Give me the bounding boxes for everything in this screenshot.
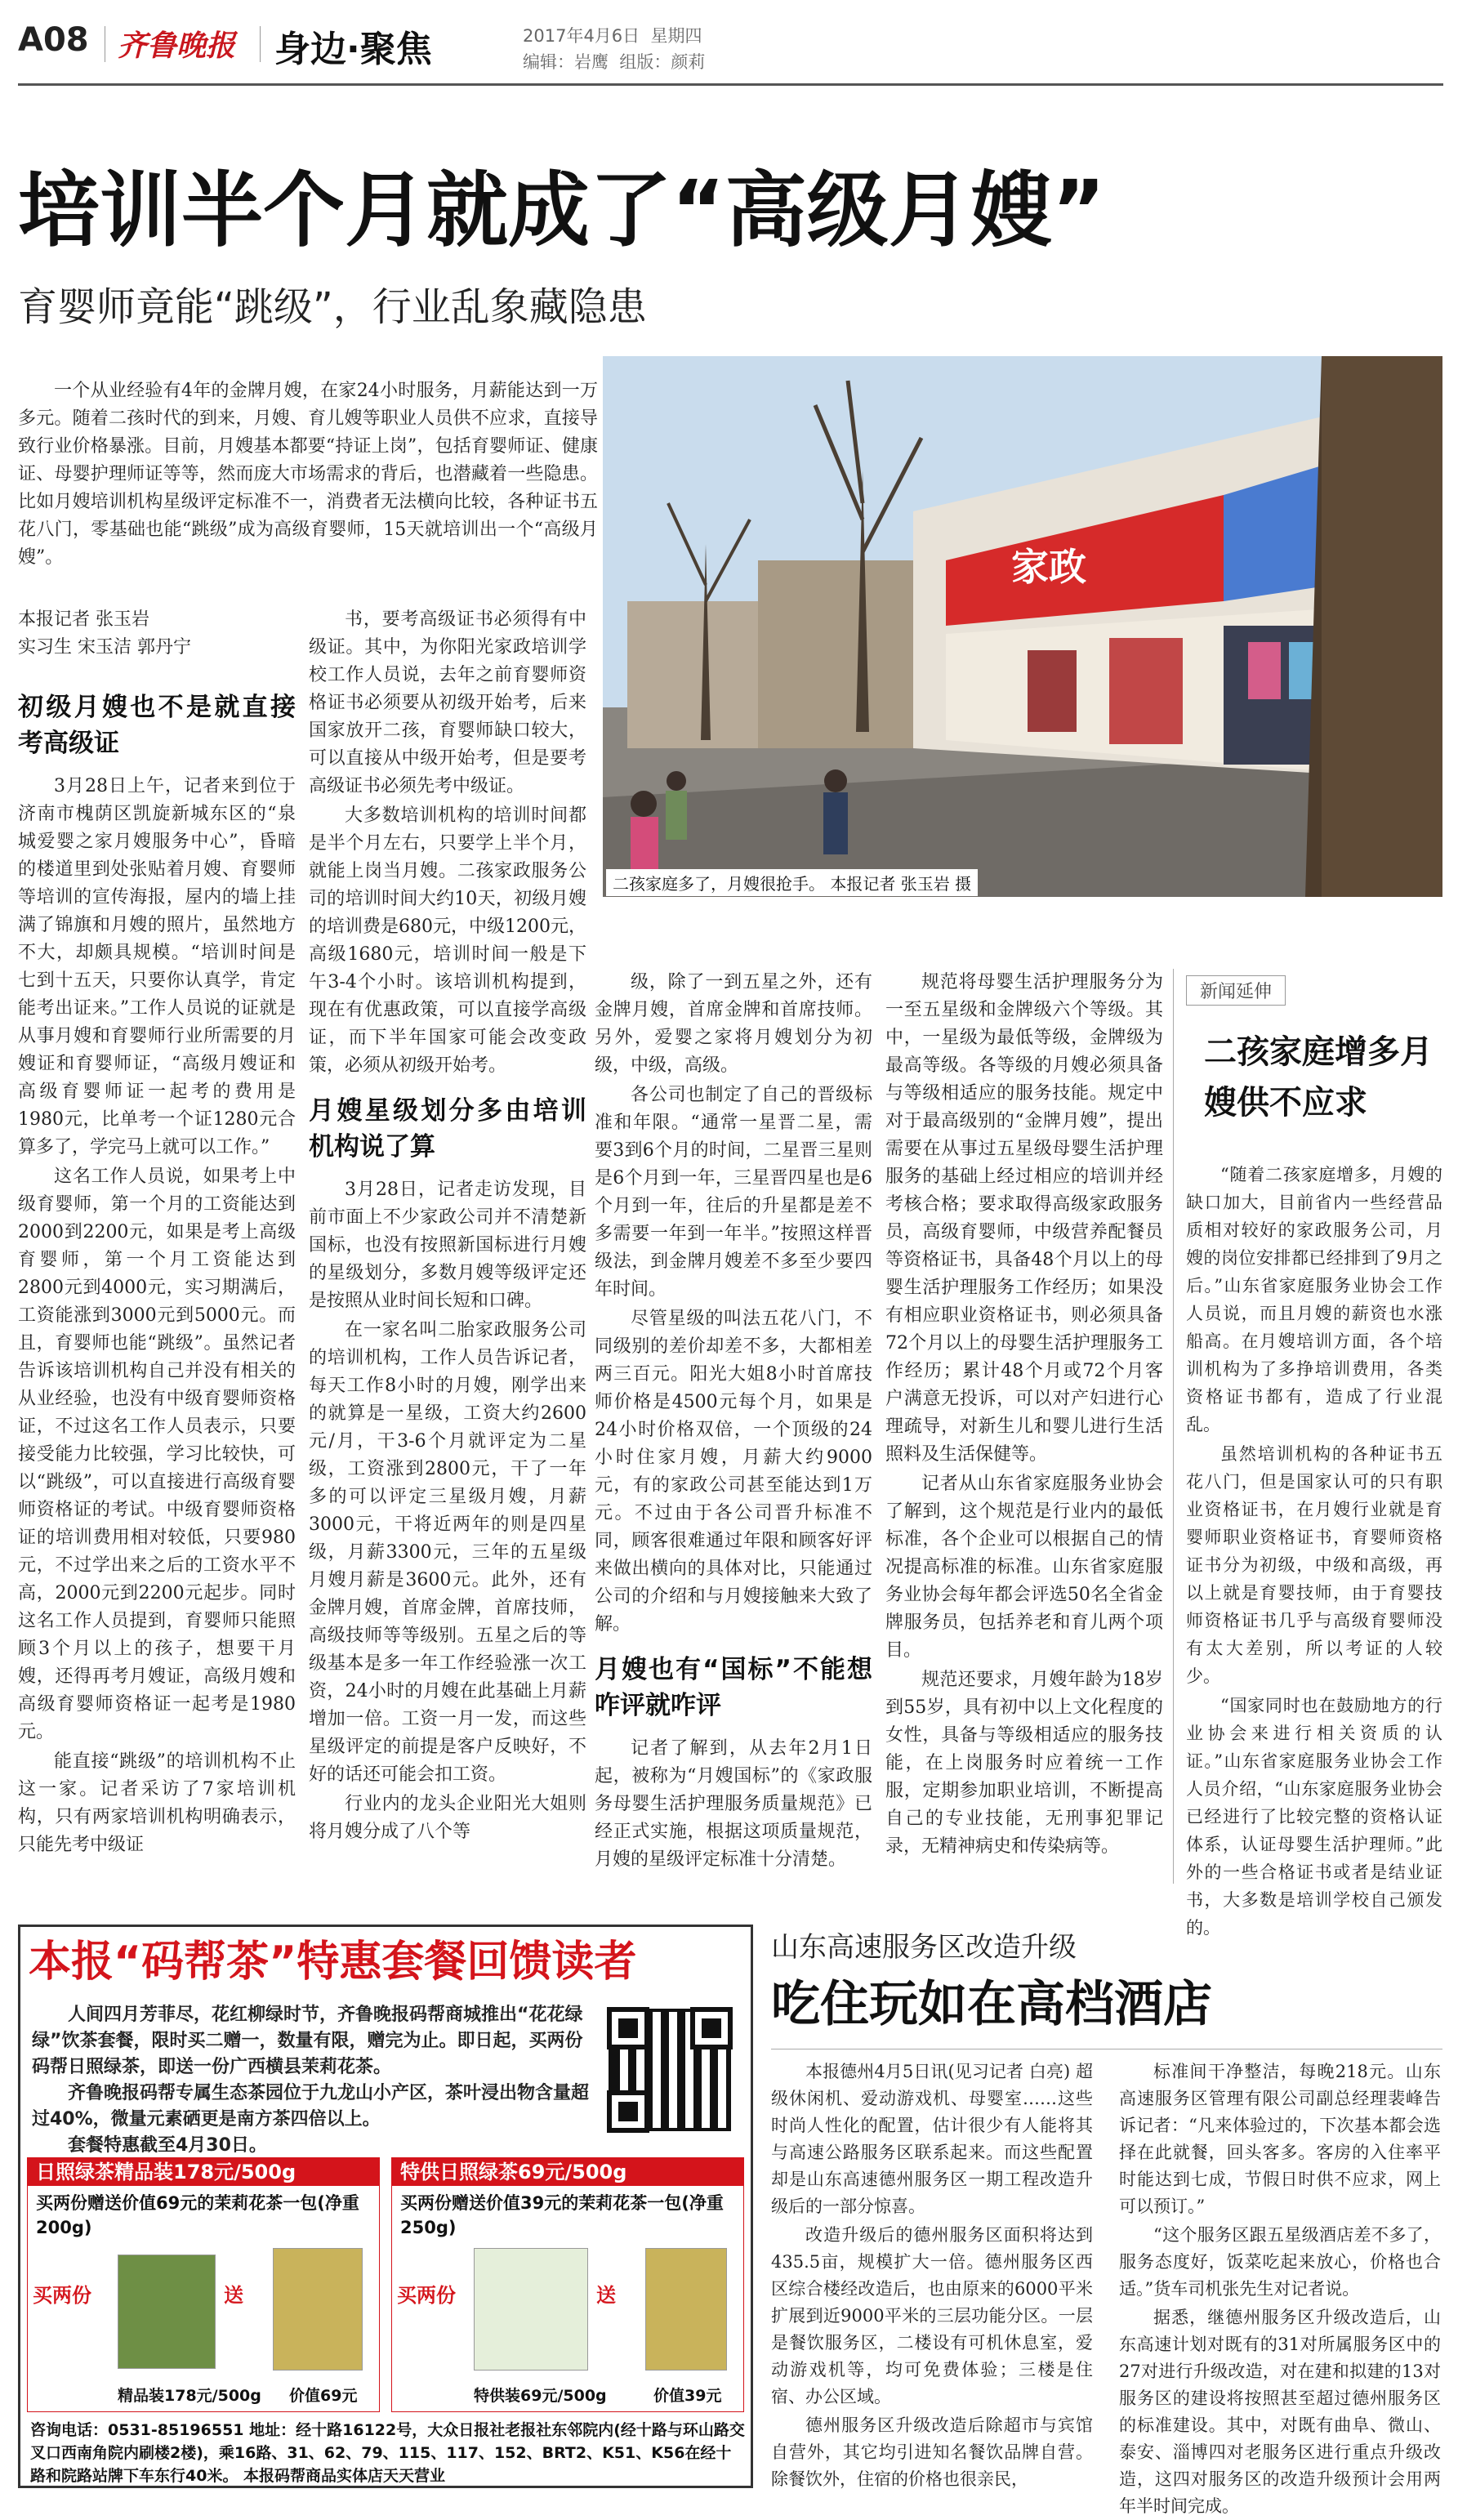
col3-para: 记者了解到，从去年2月1日起，被称为“月嫂国标”的《家政服务母婴生活护理服务质量规范》已经正式实施，根据这项质量规范，月嫂的星级评定标准十分清楚。	[595, 1738, 872, 1870]
ad-contact: 咨询电话：0531-85196551 地址：经十路16122号，大众日报社老报社东邻院内(经十路与环山路交叉口西南角院内刷楼2楼)，乘16路、31、62、79、115、117、152、BRT2、K51、K56在经十路和院路站牌下车东行40米。 本报码帮商品实体店天天营业	[30, 2421, 745, 2485]
news2-column-2	[1119, 2058, 1441, 2516]
page-number: A08	[18, 21, 89, 59]
product-left-gift-value: 价值69元	[289, 2387, 358, 2405]
news2-para: 标准间干净整洁，每晚218元。山东高速服务区管理有限公司副总经理裴峰告诉记者：“凡来体验过的，下次基本都会选择在此就餐，回头客多。客房的入住率平时能达到七成，节假日时供不应求，网上可以预订。”	[1119, 2062, 1441, 2216]
tea-box-image	[118, 2255, 216, 2369]
ad-title: 本报“码帮茶”特惠套餐回馈读者	[29, 1938, 637, 1987]
col3-para: 各公司也制定了自己的晋级标准和年限。“通常一星晋二星，需要3到6个月的时间，二星晋三星则是6个月到一年，三星晋四星也是6个月到一年，往后的升星都是差不多需要一年到一年半。”按照这样晋级法，到金牌月嫂差不多至少要四年时间。	[595, 1085, 872, 1300]
col1-subheading: 初级月嫂也不是就直接考高级证	[18, 693, 296, 758]
lead-paragraph	[18, 377, 598, 573]
article-column-2	[309, 606, 586, 1913]
article-column-4	[885, 969, 1163, 1908]
tea-bag-image	[645, 2248, 727, 2371]
col2-para: 书，要考高级证书必须得有中级证。其中，为你阳光家政培训学校工作人员说，去年之前育婴师资格证书必须要从初级开始考，后来国家放开二孩，育婴师缺口较大，可以直接从中级开始考，但是要考高级证书必须先考中级证。	[309, 609, 586, 796]
col3-subheading: 月嫂也有“国标”不能想咋评就咋评	[595, 1655, 872, 1720]
article-column-3	[595, 969, 872, 1908]
col1-para: 能直接“跳级”的培训机构不止这一家。记者采访了7家培训机构，只有两家培训机构明确表示，只能先考中级证	[18, 1751, 296, 1855]
col2-subheading: 月嫂星级划分多由培训机构说了算	[309, 1096, 586, 1162]
sidebar-tag: 新闻延伸	[1186, 975, 1286, 1006]
headline-title: 培训半个月就成了“高级月嫂”	[18, 163, 1106, 258]
sidebar-heading: 二孩家庭增多月嫂供不应求	[1204, 1033, 1433, 1122]
headline-subtitle: 育婴师竟能“跳级”，行业乱象藏隐患	[18, 284, 647, 330]
product-left-price: 精品装178元/500g	[118, 2387, 261, 2405]
tea-advertisement	[18, 1925, 753, 2488]
street-photo	[603, 356, 1442, 897]
product-right-desc: 买两份赠送价值39元的茉莉花茶一包(净重250g)	[400, 2193, 724, 2237]
news2-para: 据悉，继德州服务区升级改造后，山东高速计划对既有的31对所属服务区中的27对进行升级改造，对在建和拟建的13对服务区的建设将按照甚至超过德州服务区的标准建设。其中，对既有曲阜、微山、泰安、淄博四对老服务区进行重点升级改造，这四对服务区的改造升级预计会用两年半时间完成。	[1119, 2308, 1441, 2516]
col3-para: 尽管星级的叫法五花八门，不同级别的差价却差不多，大都相差两三百元。阳光大姐8小时首席技师价格是4500元每个月，如果是24小时价格双倍，一个顶级的24小时住家月嫂，月薪大约9000元，有的家政公司甚至能达到1万元。不过由于各公司晋升标准不同，顾客很难通过年限和顾客好评来做出横向的具体对比，只能通过公司的介绍和与月嫂接触来大致了解。	[595, 1309, 872, 1635]
product-right-price: 特供装69元/500g	[474, 2387, 607, 2405]
byline-reporter: 本报记者 张玉岩	[18, 609, 149, 630]
col4-para: 规范将母婴生活护理服务分为一至五星级和金牌级六个等级。其中，一星级为最低等级，金牌级为最高等级。各等级的月嫂必须具备与等级相适应的服务技能。规定中对于最高级别的“金牌月嫂”，提出需要在从事过五星级母婴生活护理服务的基础上经过相应的培训并经考核合格；要求取得高级家政服务员，高级育婴师，中级营养配餐员等资格证书，具备48个月以上的母婴生活护理服务工作经历；如果没有相应职业资格证书，则必须具备72个月以上的母婴生活护理服务工作经历；累计48个月或72个月客户满意无投诉，可以对产妇进行心理疏导，对新生儿和婴儿进行生活照料及生活保健等。	[885, 972, 1163, 1465]
paper-logo: 齐鲁晚报	[118, 29, 236, 63]
masthead	[18, 11, 1443, 82]
col3-para: 级，除了一到五星之外，还有金牌月嫂，首席金牌和首席技师。另外，爱婴之家将月嫂划分为初级，中级，高级。	[595, 972, 872, 1076]
sidebar	[1186, 969, 1442, 1938]
masthead-rule	[18, 83, 1443, 86]
ad-body-text-2: 齐鲁晚报码帮专属生态茶园位于九龙山小产区，茶叶浸出物含量超过40%，微量元素硒更是南方茶四倍以上。	[32, 2083, 590, 2130]
byline-interns: 实习生 宋玉洁 郭丹宁	[18, 637, 191, 658]
lead-text: 一个从业经验有4年的金牌月嫂，在家24小时服务，月薪能达到一万多元。随着二孩时代的到来，月嫂、育儿嫂等职业人员供不应求，直接导致行业价格暴涨。目前，月嫂基本都要“持证上岗”，包括育婴师证、健康证、母婴护理师证等等，然而庞大市场需求的背后，也潜藏着一些隐患。比如月嫂培训机构星级评定标准不一，消费者无法横向比较，各种证书五花八门，零基础也能“跳级”成为高级育婴师，15天就培训出一个“高级月嫂”。	[18, 381, 598, 568]
photo-caption: 二孩家庭多了，月嫂很抢手。 本报记者 张玉岩 摄	[606, 869, 978, 896]
col4-para: 规范还要求，月嫂年龄为18岁到55岁，具有初中以上文化程度的女性，具备与等级相适应的服务技能，在上岗服务时应着统一工作服，定期参加职业培训，不断提高自己的专业技能，无刑事犯罪记录，无精神病史和传染病等。	[885, 1670, 1163, 1857]
masthead-divider-2	[260, 26, 261, 62]
editor-text: 编辑：岩鹰	[523, 52, 609, 72]
shop-sign-text: 家政	[1011, 545, 1086, 589]
layout-editor-text: 组版：颜莉	[619, 52, 706, 72]
col2-para: 大多数培训机构的培训时间都是半个月左右，只要学上半个月，就能上岗当月嫂。二孩家政服务公司的培训时间大约10天，初级月嫂的培训费是680元，中级1200元，高级1680元，培训时间一般是下午3-4个小时。该培训机构提到，现在有优惠政策，可以直接学高级证，而下半年国家可能会改变政策，必须从初级开始考。	[309, 805, 586, 1076]
buy-two-label: 买两份	[33, 2284, 91, 2307]
news2-column-1	[771, 2058, 1093, 2491]
buy-two-label: 买两份	[397, 2284, 456, 2307]
ad-body-text: 人间四月芳菲尽，花红柳绿时节，齐鲁晚报码帮商城推出“花花绿绿”饮茶套餐，限时买二赠一，数量有限，赠完为止。即日起，买两份码帮日照绿茶，即送一份广西横县茉莉花茶。	[32, 2005, 583, 2077]
product-right[interactable]	[391, 2157, 744, 2412]
issue-date	[523, 23, 702, 47]
sidebar-para: “随着二孩家庭增多，月嫂的缺口加大，目前省内一些经营品质相对较好的家政服务公司，月嫂的岗位安排都已经排到了9月之后。”山东省家庭服务业协会工作人员说，而且月嫂的薪资也水涨船高。在月嫂培训方面，各个培训机构为了多挣培训费用，各类资格证书都有，造成了行业混乱。	[1186, 1165, 1442, 1434]
news2-para: 改造升级后的德州服务区面积将达到435.5亩，规模扩大一倍。德州服务区西区综合楼经改造后，也由原来的6000平米扩展到近9000平米的三层功能分区。一层是餐饮服务区，二楼设有可机休息室，爱动游戏机等，均可免费体验；三楼是住宿、办公区域。	[771, 2225, 1093, 2406]
sidebar-para: “国家同时也在鼓励地方的行业协会来进行相关资质的认证。”山东省家庭服务业协会工作人员介绍，“山东家庭服务业协会已经进行了比较完整的资格认证体系，认证母婴生活护理师。”此外的一些合格证书或者是结业证书，大多数是培训学校自己颁发的。	[1186, 1696, 1442, 1938]
tea-bag-image	[273, 2248, 363, 2371]
sidebar-para: 虽然培训机构的各种证书五花八门，但是国家认可的只有职业资格证书，在月嫂行业就是育婴师职业资格证书，育婴师资格证书分为初级，中级和高级，再以上就是育婴技师，由于育婴技师资格证书几乎与高级育婴师没有太大差别，所以考证的人较少。	[1186, 1444, 1442, 1686]
qr-finder-icon	[612, 2012, 644, 2045]
col2-para: 3月28日，记者走访发现，目前市面上不少家政公司并不清楚新国标，也没有按照新国标进行月嫂的星级划分，多数月嫂等级评定还是按照从业时间长短和口碑。	[309, 1180, 586, 1311]
street-photo-illustration	[603, 356, 1442, 897]
sidebar-divider	[1173, 969, 1174, 1884]
article-column-1	[18, 653, 296, 1920]
product-left[interactable]	[27, 2157, 380, 2412]
ad-body	[32, 2002, 595, 2159]
col2-para: 行业内的龙头企业阳光大姐则将月嫂分成了八个等	[309, 1794, 586, 1842]
news2-para: “这个服务区跟五星级酒店差不多了，服务态度好，饭菜吃起来放心，价格也合适。”货车司机张先生对记者说。	[1119, 2225, 1441, 2299]
qr-finder-icon	[612, 2095, 644, 2128]
product-left-bar: 日照绿茶精品装178元/500g	[28, 2158, 379, 2186]
product-left-desc: 买两份赠送价值69元的茉莉花茶一包(净重200g)	[36, 2193, 359, 2237]
news2-para: 德州服务区升级改造后除超市与宾馆自营外，其它均引进知名餐饮品牌自营。除餐饮外，住宿的价格也很亲民，	[771, 2415, 1093, 2489]
col2-para: 在一家名叫二胎家政服务公司的培训机构，工作人员告诉记者，每天工作8小时的月嫂，刚学出来的就算是一星级，工资大约2600元/月，干3-6个月就评定为二星级，工资涨到2800元，干了一年多的可以评定三星级月嫂，月薪3000元，干将近两年的则是四星级，月薪3300元，三年的五星级月嫂月薪是3600元。此外，还有金牌月嫂，首席金牌，首席技师，高级技师等等级别。五星之后的等级基本是多一年工作经验涨一次工资，24小时的月嫂在此基础上月薪增加一倍。工资一月一发，而这些星级评定的前提是客户反映好，不好的话还可能会扣工资。	[309, 1320, 586, 1785]
qr-finder-icon	[695, 2012, 728, 2045]
col4-para: 记者从山东省家庭服务业协会了解到，这个规范是行业内的最低标准，各个企业可以根据自己的情况提高标准的标准。山东省家庭服务业协会每年都会评选50名全省金牌服务员，包括养老和育儿两个项目。	[885, 1474, 1163, 1661]
gift-label: 送	[596, 2284, 616, 2307]
col1-para: 这名工作人员说，如果考上中级育婴师，第一个月的工资能达到2000到2200元，如果是考上高级育婴师，第一个月工资能达到2800元到4000元，实习期满后，工资能涨到3000元到5000元。而且，育婴师也能“跳级”。虽然记者告诉该培训机构自己并没有相关的从业经验，也没有中级育婴师资格证，不过这名工作人员表示，只要接受能力比较强，学习比较快，可以“跳级”，可以直接进行高级育婴师资格证的考试。中级育婴师资格证的培训费用相对较低，只要980元，不过学出来之后的工资水平不高，2000元到2200元起步。同时这名工作人员提到，育婴师只能照顾3个月以上的孩子，想要干月嫂，还得再考月嫂证，高级月嫂和高级育婴师资格证一起考是1980元。	[18, 1166, 296, 1742]
gift-label: 送	[224, 2284, 243, 2307]
col1-para: 3月28日上午，记者来到位于济南市槐荫区凯旋新城东区的“泉城爱婴之家月嫂服务中心”，昏暗的楼道里到处张贴着月嫂、育婴师等培训的宣传海报，屋内的墙上挂满了锦旗和月嫂的照片，虽然地方不大，却颇具规模。“培训时间是七到十五天，只要你认真学，肯定能考出证来。”工作人员说的证就是从事月嫂和育婴师行业所需要的月嫂证和育婴师证，“高级月嫂证和高级育婴师证一起考的费用是1980元，比单考一个证1280元合算多了，学完马上就可以工作。”	[18, 776, 296, 1157]
product-right-gift-value: 价值39元	[653, 2387, 722, 2405]
weekday-text: 星期四	[650, 26, 702, 46]
date-text: 2017年4月6日	[523, 26, 640, 46]
editor-credits	[523, 49, 705, 74]
sidebar-body	[1186, 1161, 1442, 1942]
product-right-bar: 特供日照绿茶69元/500g	[392, 2158, 743, 2186]
qr-code[interactable]	[609, 2009, 731, 2131]
news2-para: 本报德州4月5日讯(见习记者 白亮) 超级休闲机、爱动游戏机、母婴室……这些时尚人性化的配置，估计很少有人能将其与高速公路服务区联系起来。而这些配置却是山东高速德州服务区一期工程改造升级后的一部分惊喜。	[771, 2062, 1093, 2216]
tea-gift-box-image	[474, 2248, 588, 2371]
ad-deadline: 套餐特惠截至4月30日。	[68, 2135, 267, 2156]
news2-kicker: 山东高速服务区改造升级	[771, 1931, 1077, 1964]
section-title: 身边·聚焦	[274, 29, 432, 70]
news2-title: 吃住玩如在高档酒店	[771, 1976, 1212, 2033]
